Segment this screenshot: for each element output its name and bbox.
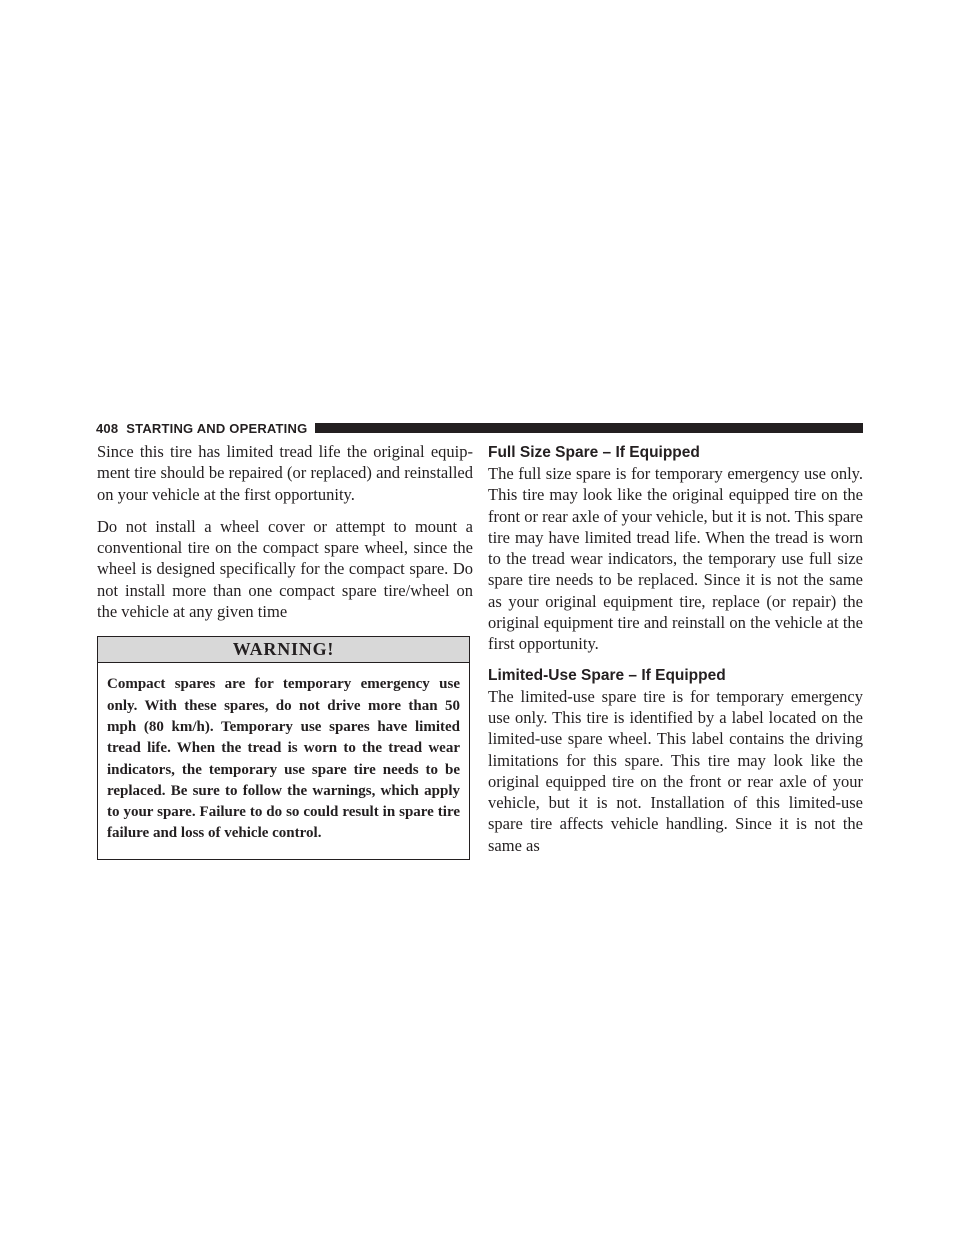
paragraph-tread-life: Since this tire has limited tread life the original equip-ment tire should be repaired (or replaced) and reinstalled on your vehicle at the first opportunity. xyxy=(97,442,473,504)
right-column xyxy=(488,441,863,867)
paragraph-wheel-cover: Do not install a wheel cover or attempt to mount a conventional tire on the compact spare wheel, since the wheel is designed specifically for the compact spare. Do not install more than one compact spare tire/wheel on the vehicle at any given time xyxy=(97,516,473,622)
section-title: STARTING AND OPERATING xyxy=(126,420,308,436)
paragraph-limited-use-spare: The limited-use spare tire is for temporary emergency use only. This tire is identified by a label located on the limited-use spare wheel. This label contains the driving limitations for this spare. This tire may look like the original equipped tire on the front or rear axle of your vehicle, but it is not. Installation of this limited-use spare tire affects vehicle handling. Since it is not the same as xyxy=(488,686,863,855)
header-rule xyxy=(315,423,863,433)
warning-text: Compact spares are for temporary emergency use only. With these spares, do not drive more than 50 mph (80 km/h). Temporary use spares have limited tread life. When the tread is worn to the tread wear indicators, the temporary use spare tire needs to be replaced. Be sure to follow the warnings, which apply to your spare. Failure to do so could result in spare tire failure and loss of vehicle control. xyxy=(107,676,460,842)
heading-limited-use-spare: Limited-Use Spare – If Equipped xyxy=(488,666,726,684)
warning-box xyxy=(97,636,470,859)
page-number: 408 xyxy=(96,420,119,436)
page-header xyxy=(96,418,863,438)
paragraph-full-size-spare: The full size spare is for temporary emergency use only. This tire may look like the original equipped tire on the front or rear axle of your vehicle, but it is not. This spare tire may have limited tread life. When the tread is worn to the tread wear indicators, the temporary use full size spare tire needs to be replaced. Since it is not the same as your original equipment tire, replace (or repair) the original equipment tire and reinstall on the vehicle at the first opportunity. xyxy=(488,464,863,654)
left-column xyxy=(97,441,473,860)
warning-title: WARNING! xyxy=(98,637,469,663)
heading-full-size-spare: Full Size Spare – If Equipped xyxy=(488,444,700,461)
